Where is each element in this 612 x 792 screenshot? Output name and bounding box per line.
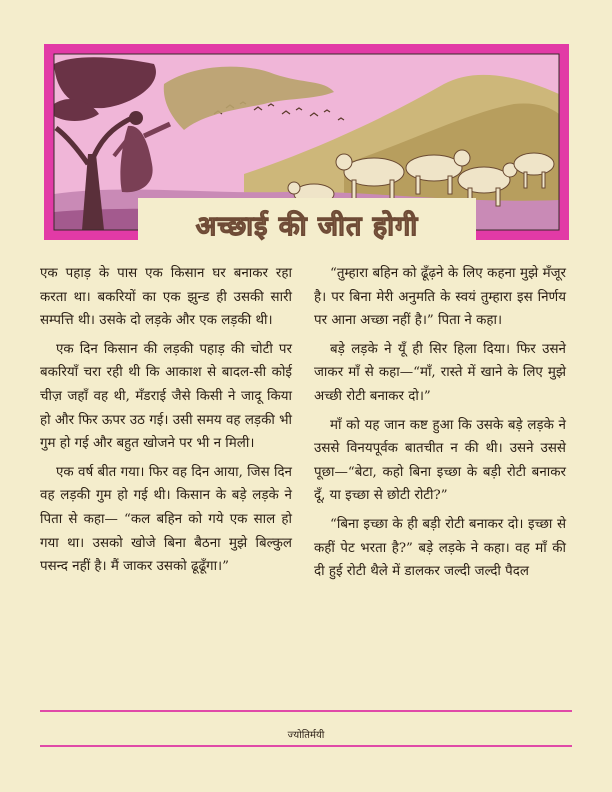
left-column [40, 262, 292, 584]
divider-bottom [40, 745, 572, 747]
story-title: अच्छाई की जीत होगी [195, 210, 419, 242]
paragraph: एक वर्ष बीत गया। फिर वह दिन आया, जिस दिन वह लड़की गुम हो गई थी। किसान के बड़े लड़के ने पिता से कहा— “कल बहिन को गये एक साल हो गया था। उसको खोजे बिना बैठना मुझे बिल्कुल पसन्द नहीं है। मैं जाकर उसको ढूढूँगा।” [40, 464, 292, 575]
paragraph: “बिना इच्छा के ही बड़ी रोटी बनाकर दो। इच्छा से कहीं पेट भरता है?” बड़े लड़के ने कहा। वह माँ की दी हुई रोटी थैले में डालकर जल्दी जल्दी पैदल [314, 516, 566, 580]
paragraph: एक पहाड़ के पास एक किसान घर बनाकर रहा करता था। बकरियों का एक झुन्ड ही उसकी सारी सम्पत्ति थी। उसके दो लड़के और एक लड़की थी। [40, 266, 292, 329]
right-column [314, 262, 566, 589]
paragraph: “तुम्हारा बहिन को ढूँढ़ने के लिए कहना मुझे मँजूर है। पर बिना मेरी अनुमति के स्वयं तुम्हारा इस निर्णय पर आना अच्छा नहीं है।” पिता ने कहा। [314, 266, 566, 329]
title-box [138, 198, 476, 250]
paragraph: माँ को यह जान कष्ट हुआ कि उसके बड़े लड़के ने उससे विनयपूर्वक बातचीत न की थी। उसने उससे पूछा—“बेटा, कहो बिना इच्छा के बड़ी रोटी बनाकर दूँ, या इच्छा से छोटी रोटी?” [314, 417, 566, 504]
paragraph: बड़े लड़के ने यूँ ही सिर हिला दिया। फिर उसने जाकर माँ से कहा—“माँ, रास्ते में खाने के लिए मुझे अच्छी रोटी बनाकर दो।” [314, 341, 566, 404]
divider-top [40, 710, 572, 712]
footer-magazine-name: ज्योतिर्मयी [287, 730, 325, 741]
paragraph: एक दिन किसान की लड़की पहाड़ की चोटी पर बकरियाँ चरा रही थी कि आकाश से बादल-सी कोई चीज़ जहाँ वह थी, मँडराई जैसे किसी ने जादू किया हो और फिर ऊपर उठ गई। उसी समय वह लड़की भी गुम हो गई और बहुत खोजने पर भी न मिली। [40, 341, 292, 452]
